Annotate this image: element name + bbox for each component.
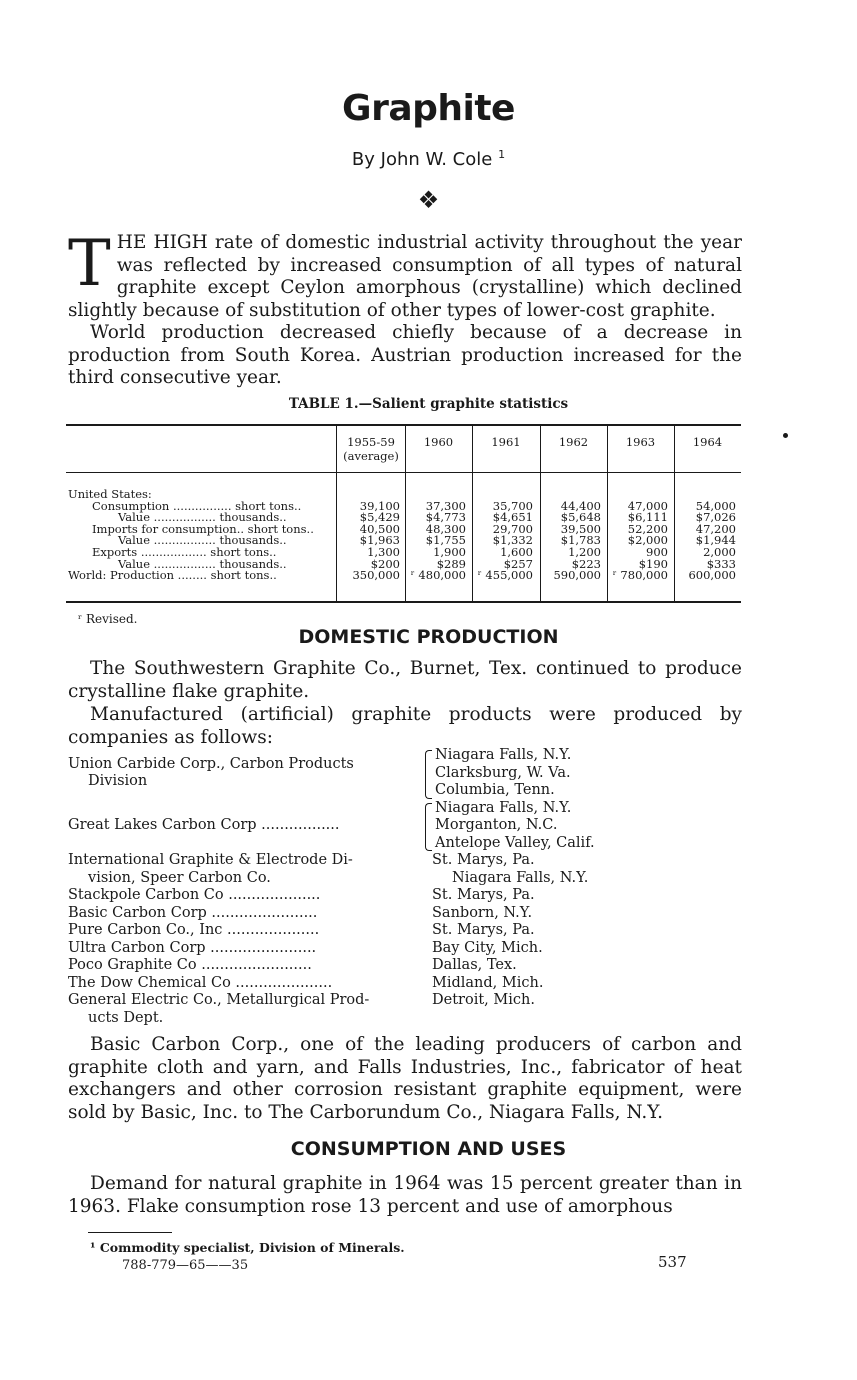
column-header: 1962 bbox=[558, 435, 589, 449]
company-location: Sanborn, N.Y. bbox=[432, 904, 533, 921]
table-row-label: Value ................. thousands.. bbox=[118, 533, 287, 548]
author: By John W. Cole bbox=[351, 149, 493, 170]
column-header: 1964 bbox=[692, 435, 723, 449]
company-name: International Graphite & Electrode Di- bbox=[68, 852, 353, 868]
company-location: Niagara Falls, N.Y. bbox=[452, 869, 589, 886]
table-cell: 1,300 bbox=[367, 545, 400, 559]
company-location: Niagara Falls, N.Y. bbox=[435, 799, 572, 816]
table-cell: $333 bbox=[706, 556, 736, 571]
column-header: 1963 bbox=[625, 435, 656, 449]
table-cell: 350,000 bbox=[352, 568, 400, 583]
brace-icon bbox=[425, 803, 432, 852]
table-cell: $5,429 bbox=[359, 510, 400, 525]
table-cell: 590,000 bbox=[553, 568, 601, 583]
table-row-label: Imports for consumption.. short tons.. bbox=[92, 521, 314, 536]
intro-paragraph-1 bbox=[68, 227, 742, 322]
drop-cap: T bbox=[68, 227, 111, 301]
table-cell: 44,400 bbox=[560, 498, 601, 513]
table-cell: $1,332 bbox=[492, 533, 533, 548]
table-cell: $190 bbox=[638, 556, 668, 571]
company-location: St. Marys, Pa. bbox=[432, 852, 535, 868]
table-note: ʳ Revised. bbox=[78, 612, 138, 626]
table-row-label: Value ................. thousands.. bbox=[118, 556, 287, 571]
table-cell: $4,773 bbox=[425, 510, 466, 525]
intro-paragraph-2: World production decreased chiefly because of a decrease in production from South Korea. Austrian production increased for the third consecutive year. bbox=[68, 322, 742, 388]
table-row-label: Value ................. thousands.. bbox=[118, 510, 287, 525]
section-heading-domestic: DOMESTIC PRODUCTION bbox=[298, 626, 559, 648]
table-cell: 900 bbox=[646, 545, 668, 559]
company-name: Union Carbide Corp., Carbon Products bbox=[68, 755, 354, 772]
table-cell: 47,000 bbox=[627, 498, 668, 513]
table-cell: $257 bbox=[503, 556, 533, 571]
table-row-label: World: Production ........ short tons.. bbox=[68, 568, 277, 583]
table-cell: $7,026 bbox=[695, 510, 736, 525]
company-name: General Electric Co., Metallurgical Prod- bbox=[68, 992, 370, 1008]
table-cell: 54,000 bbox=[695, 498, 736, 513]
table-cell: $5,648 bbox=[560, 510, 601, 525]
footnote-rule bbox=[88, 1232, 172, 1233]
table-cell: 1,200 bbox=[568, 545, 601, 559]
domestic-paragraph-1: The Southwestern Graphite Co., Burnet, Tex. continued to produce crystalline flake graphite. bbox=[68, 658, 742, 702]
table-cell: 52,200 bbox=[627, 521, 668, 536]
company-name-continued: Division bbox=[88, 773, 148, 790]
table-cell: 35,700 bbox=[492, 498, 533, 513]
company-name: Great Lakes Carbon Corp ................. bbox=[68, 817, 340, 833]
table-cell: $223 bbox=[571, 556, 601, 571]
table-row-label: Consumption ................ short tons.. bbox=[92, 498, 302, 513]
company-name: Poco Graphite Co ........................ bbox=[68, 957, 312, 973]
company-location: Detroit, Mich. bbox=[432, 992, 535, 1008]
section-heading-consumption: CONSUMPTION AND USES bbox=[290, 1138, 567, 1160]
column-header: 1955-59 (average) bbox=[343, 435, 399, 463]
print-code: 788-779—65——35 bbox=[122, 1258, 249, 1273]
table-cell: $1,963 bbox=[359, 533, 400, 548]
company-location: Columbia, Tenn. bbox=[435, 782, 555, 798]
table-row-label: Exports .................. short tons.. bbox=[92, 545, 277, 559]
company-name-continued: ucts Dept. bbox=[88, 1009, 164, 1026]
ornament-icon: ❖ bbox=[417, 186, 440, 214]
company-name-continued: vision, Speer Carbon Co. bbox=[88, 869, 271, 886]
company-name: Basic Carbon Corp ....................... bbox=[68, 904, 318, 921]
domestic-paragraph-2: Manufactured (artificial) graphite products were produced by companies as follows: bbox=[68, 704, 742, 748]
company-location: Morganton, N.C. bbox=[435, 817, 558, 833]
table-cell: ʳ 480,000 bbox=[410, 568, 466, 583]
footnote-mark: 1 bbox=[498, 148, 506, 161]
table-cell: 39,100 bbox=[359, 498, 400, 513]
stray-mark bbox=[783, 433, 788, 438]
company-location: Clarksburg, W. Va. bbox=[435, 764, 571, 781]
table-cell: 1,900 bbox=[433, 545, 466, 559]
footnote: ¹ Commodity specialist, Division of Minerals. bbox=[90, 1240, 405, 1255]
company-name: Ultra Carbon Corp ....................... bbox=[68, 939, 317, 956]
company-location: St. Marys, Pa. bbox=[432, 887, 535, 903]
table-cell: 39,500 bbox=[560, 521, 601, 536]
table-cell: 37,300 bbox=[425, 498, 466, 513]
company-name: The Dow Chemical Co ..................... bbox=[68, 974, 333, 991]
company-name: Pure Carbon Co., Inc .................... bbox=[68, 922, 320, 938]
table-bottom-rule bbox=[66, 601, 741, 603]
table-cell: $6,111 bbox=[627, 510, 668, 525]
table-cell: $1,755 bbox=[425, 533, 466, 548]
table-cell: ʳ 455,000 bbox=[477, 568, 533, 583]
table-cell: $289 bbox=[436, 556, 466, 571]
company-location: Niagara Falls, N.Y. bbox=[435, 747, 572, 763]
domestic-paragraph-3: Basic Carbon Corp., one of the leading producers of carbon and graphite cloth and yarn, and Falls Industries, Inc., fabricator of heat exchangers and other corrosion resistant graphite equipment, were sold by Basic, Inc. to The Carborundum Co., Niagara Falls, N.Y. bbox=[68, 1034, 742, 1123]
brace-icon bbox=[425, 750, 432, 799]
company-location: Antelope Valley, Calif. bbox=[435, 834, 595, 851]
table-header-rule bbox=[66, 472, 741, 473]
table-cell: $1,944 bbox=[695, 533, 736, 548]
company-location: Dallas, Tex. bbox=[432, 957, 517, 973]
table-top-rule bbox=[66, 424, 741, 426]
page-title: Graphite bbox=[342, 88, 515, 129]
intro-text-1: HE HIGH rate of domestic industrial activity throughout the year was reflected by increased consumption of all types of natural graphite except Ceylon amorphous (crystalline) which declined slightly because of substitution of other types of lower-cost graphite. bbox=[68, 232, 742, 321]
table-cell: $2,000 bbox=[627, 533, 668, 548]
table-cell: 2,000 bbox=[703, 545, 736, 559]
byline bbox=[0, 148, 857, 170]
table-cell: 40,500 bbox=[359, 521, 400, 536]
company-location: Midland, Mich. bbox=[432, 974, 544, 991]
company-location: St. Marys, Pa. bbox=[432, 922, 535, 938]
table-row-label: United States: bbox=[68, 487, 152, 501]
table-cell: 1,600 bbox=[500, 545, 533, 559]
table-cell: 600,000 bbox=[688, 568, 736, 583]
page-number: 537 bbox=[658, 1253, 687, 1271]
table-caption: TABLE 1.—Salient graphite statistics bbox=[288, 396, 569, 412]
column-header: 1960 bbox=[423, 435, 454, 449]
table-cell: ʳ 780,000 bbox=[612, 568, 668, 583]
table-cell: $4,651 bbox=[492, 510, 533, 525]
column-header: 1961 bbox=[491, 435, 521, 449]
consumption-paragraph-1: Demand for natural graphite in 1964 was 15 percent greater than in 1963. Flake consumption rose 13 percent and use of amorphous bbox=[68, 1173, 742, 1217]
company-name: Stackpole Carbon Co .................... bbox=[68, 887, 321, 903]
company-location: Bay City, Mich. bbox=[432, 939, 543, 956]
table-cell: 47,200 bbox=[695, 521, 736, 536]
table-cell: 29,700 bbox=[492, 521, 533, 536]
table-cell: 48,300 bbox=[425, 521, 466, 536]
table-cell: $200 bbox=[370, 556, 400, 571]
table-cell: $1,783 bbox=[560, 533, 601, 548]
